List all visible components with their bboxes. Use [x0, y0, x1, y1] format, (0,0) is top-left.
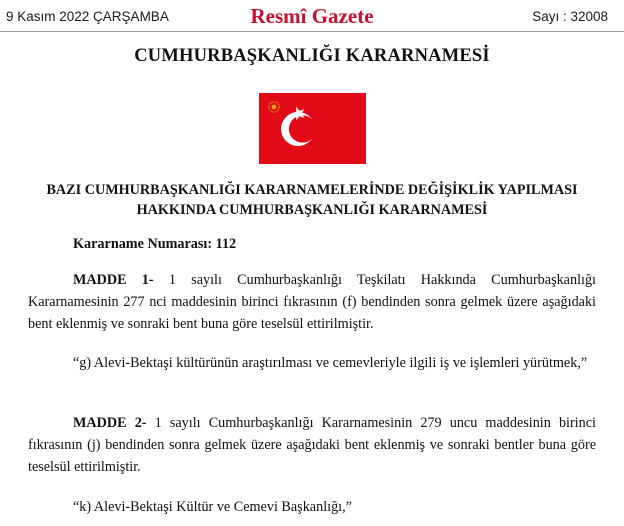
article-1-quote-text: “g) Alevi-Bektaşi kültürünün araştırılması ve cemevleriyle ilgili iş ve işlemleri yürütmek,”	[73, 355, 588, 371]
article-2-label: MADDE 2-	[73, 415, 147, 431]
article-1-text: 1 sayılı Cumhurbaşkanlığı Teşkilatı Hakkında Cumhurbaşkanlığı Kararnamesinin 277 nci maddesinin birinci fıkrasının (f) bendinden sonra gelmek üzere aşağıdaki bent eklenmiş ve sonraki bent buna göre teselsül ettirilmiştir.	[28, 272, 596, 332]
decree-title-line-1: BAZI CUMHURBAŞKANLIĞI KARARNAMELERİNDE DEĞİŞİKLİK YAPILMASI	[46, 182, 578, 198]
publication-date: 9 Kasım 2022 ÇARŞAMBA	[6, 9, 169, 24]
decree-number: Kararname Numarası: 112	[73, 236, 237, 252]
turkish-flag-icon	[259, 93, 366, 164]
header-divider	[0, 31, 624, 32]
article-2	[28, 412, 596, 478]
masthead-title: Resmî Gazete	[250, 4, 374, 28]
article-1	[28, 269, 596, 335]
page-header	[0, 0, 624, 32]
issue-number: Sayı : 32008	[532, 9, 608, 24]
article-1-quote	[28, 352, 596, 374]
decree-title-line-2: HAKKINDA CUMHURBAŞKANLIĞI KARARNAMESİ	[136, 202, 488, 218]
article-2-quote	[28, 496, 596, 518]
article-2-text: 1 sayılı Cumhurbaşkanlığı Kararnamesinin 279 uncu maddesinin birinci fıkrasının (j) bendinden sonra gelmek üzere aşağıdaki bent eklenmiş ve sonraki bentler buna göre teselsül ettirilmiştir.	[28, 415, 596, 475]
article-1-label: MADDE 1-	[73, 272, 154, 288]
decree-type-heading: CUMHURBAŞKANLIĞI KARARNAMESİ	[134, 46, 490, 66]
article-2-quote-text: “k) Alevi-Bektaşi Kültür ve Cemevi Başkanlığı,”	[73, 499, 352, 515]
decree-title	[0, 180, 624, 220]
